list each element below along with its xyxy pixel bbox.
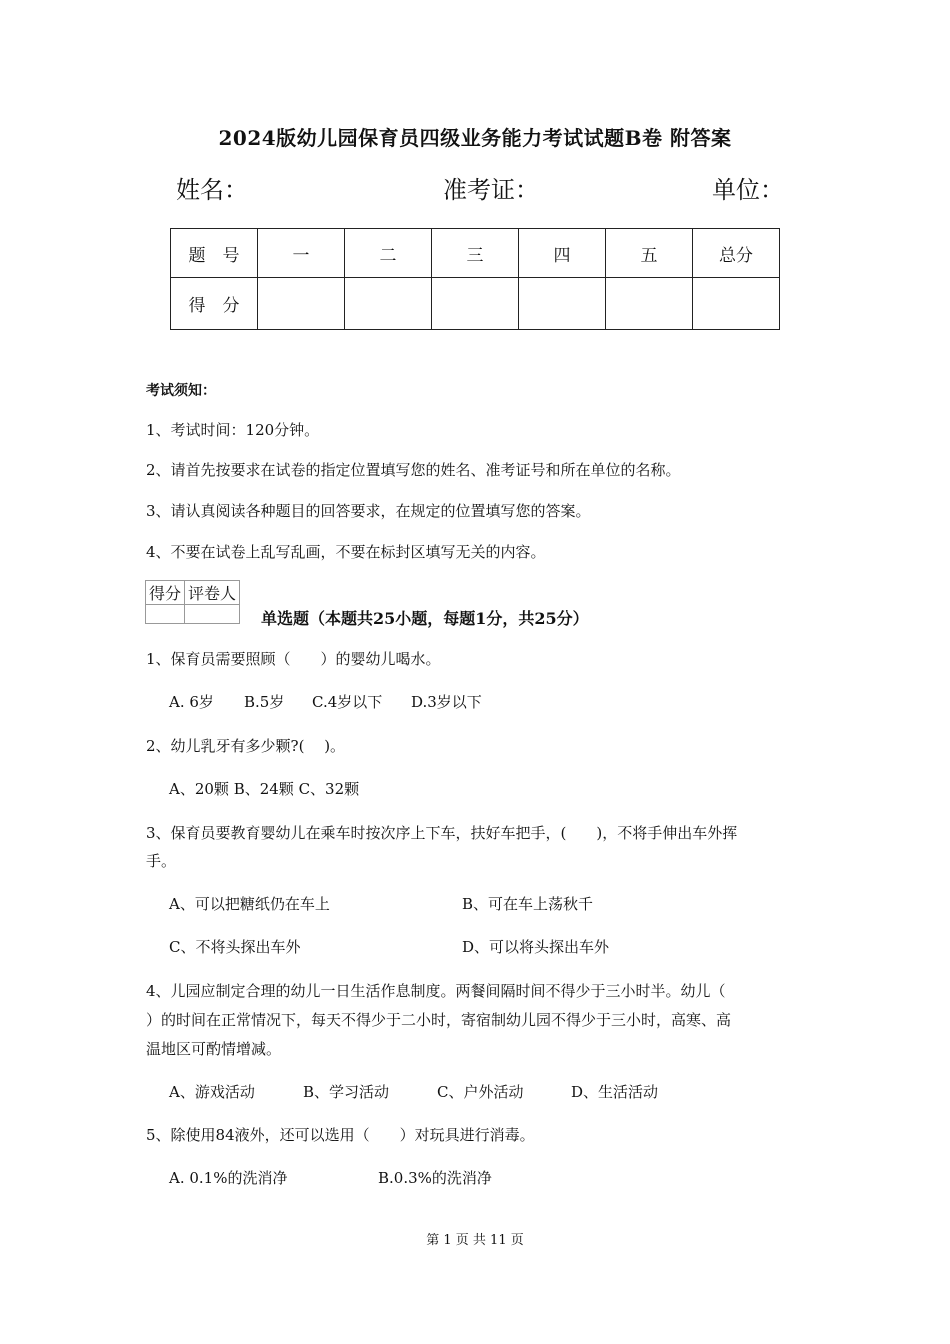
question-stem: 4、儿园应制定合理的幼儿一日生活作息制度。两餐间隔时间不得少于三小时半。幼儿（ [146,982,726,1000]
score-table-cell: 四 [519,229,606,278]
score-table-cell: 总分 [693,229,780,278]
notice-item: 4、不要在试卷上乱写乱画，不要在标封区填写无关的内容。 [146,543,546,561]
score-input-cell[interactable] [345,278,432,330]
score-table-cell: 一 [258,229,345,278]
section-title: 单选题（本题共25小题，每题1分，共25分） [261,609,589,628]
unit-field-label: 单位： [712,176,784,204]
option-b: B.5岁 [244,693,285,711]
score-table-cell: 得 分 [171,278,258,330]
score-table-score-row [171,278,780,330]
score-table-cell: 三 [432,229,519,278]
page-title: 2024版幼儿园保育员四级业务能力考试试题B卷 附答案 [218,126,732,150]
question-stem-cont: ）的时间在正常情况下，每天不得少于二小时，寄宿制幼儿园不得少于三小时，高寒、高 [146,1011,732,1029]
notice-item: 1、考试时间：120分钟。 [146,421,320,439]
score-table [170,228,780,330]
option-b: B、可在车上荡秋千 [462,895,594,913]
option-a: A、可以把糖纸仍在车上 [169,895,330,913]
score-input-cell[interactable] [693,278,780,330]
option-b: B、学习活动 [303,1083,390,1101]
notice-heading: 考试须知： [146,383,216,399]
option-c: C、不将头探出车外 [169,938,301,956]
grader-reviewer-label: 评卷人 [185,581,240,605]
score-table-cell: 二 [345,229,432,278]
option-a: A. 6岁 [169,693,214,711]
question-stem-cont: 温地区可酌情增减。 [146,1040,282,1058]
option-d: D.3岁以下 [411,693,482,711]
grader-box [145,580,240,624]
question-stem-cont: 手。 [146,852,177,870]
option-c: C.4岁以下 [312,693,383,711]
option-a: A、游戏活动 [169,1083,255,1101]
notice-item: 3、请认真阅读各种题目的回答要求，在规定的位置填写您的答案。 [146,502,591,520]
question-stem: 1、保育员需要照顾（ ）的婴幼儿喝水。 [146,650,441,668]
question-stem: 2、幼儿乳牙有多少颗?( )。 [146,737,346,755]
option-d: D、生活活动 [571,1083,659,1101]
score-table-cell: 五 [606,229,693,278]
grader-reviewer-cell[interactable] [185,605,240,624]
score-input-cell[interactable] [258,278,345,330]
option-b: B.0.3%的洗消净 [378,1169,492,1187]
question-stem: 3、保育员要教育婴幼儿在乘车时按次序上下车，扶好车把手，( )，不将手伸出车外挥 [146,824,738,842]
grader-score-label: 得分 [146,581,185,605]
option-d: D、可以将头探出车外 [462,938,610,956]
score-input-cell[interactable] [432,278,519,330]
notice-item: 2、请首先按要求在试卷的指定位置填写您的姓名、准考证号和所在单位的名称。 [146,461,681,479]
page-footer: 第 1 页 共 11 页 [426,1233,524,1248]
name-field-label: 姓名： [176,176,248,204]
score-table-cell: 题 号 [171,229,258,278]
score-input-cell[interactable] [606,278,693,330]
score-table-header-row [171,229,780,278]
question-stem: 5、除使用84液外，还可以选用（ ）对玩具进行消毒。 [146,1126,535,1144]
option-line: A、20颗 B、24颗 C、32颗 [169,780,360,798]
option-c: C、户外活动 [437,1083,524,1101]
grader-score-cell[interactable] [146,605,185,624]
option-a: A. 0.1%的洗消净 [169,1169,288,1187]
exam-id-field-label: 准考证： [443,176,539,204]
score-input-cell[interactable] [519,278,606,330]
